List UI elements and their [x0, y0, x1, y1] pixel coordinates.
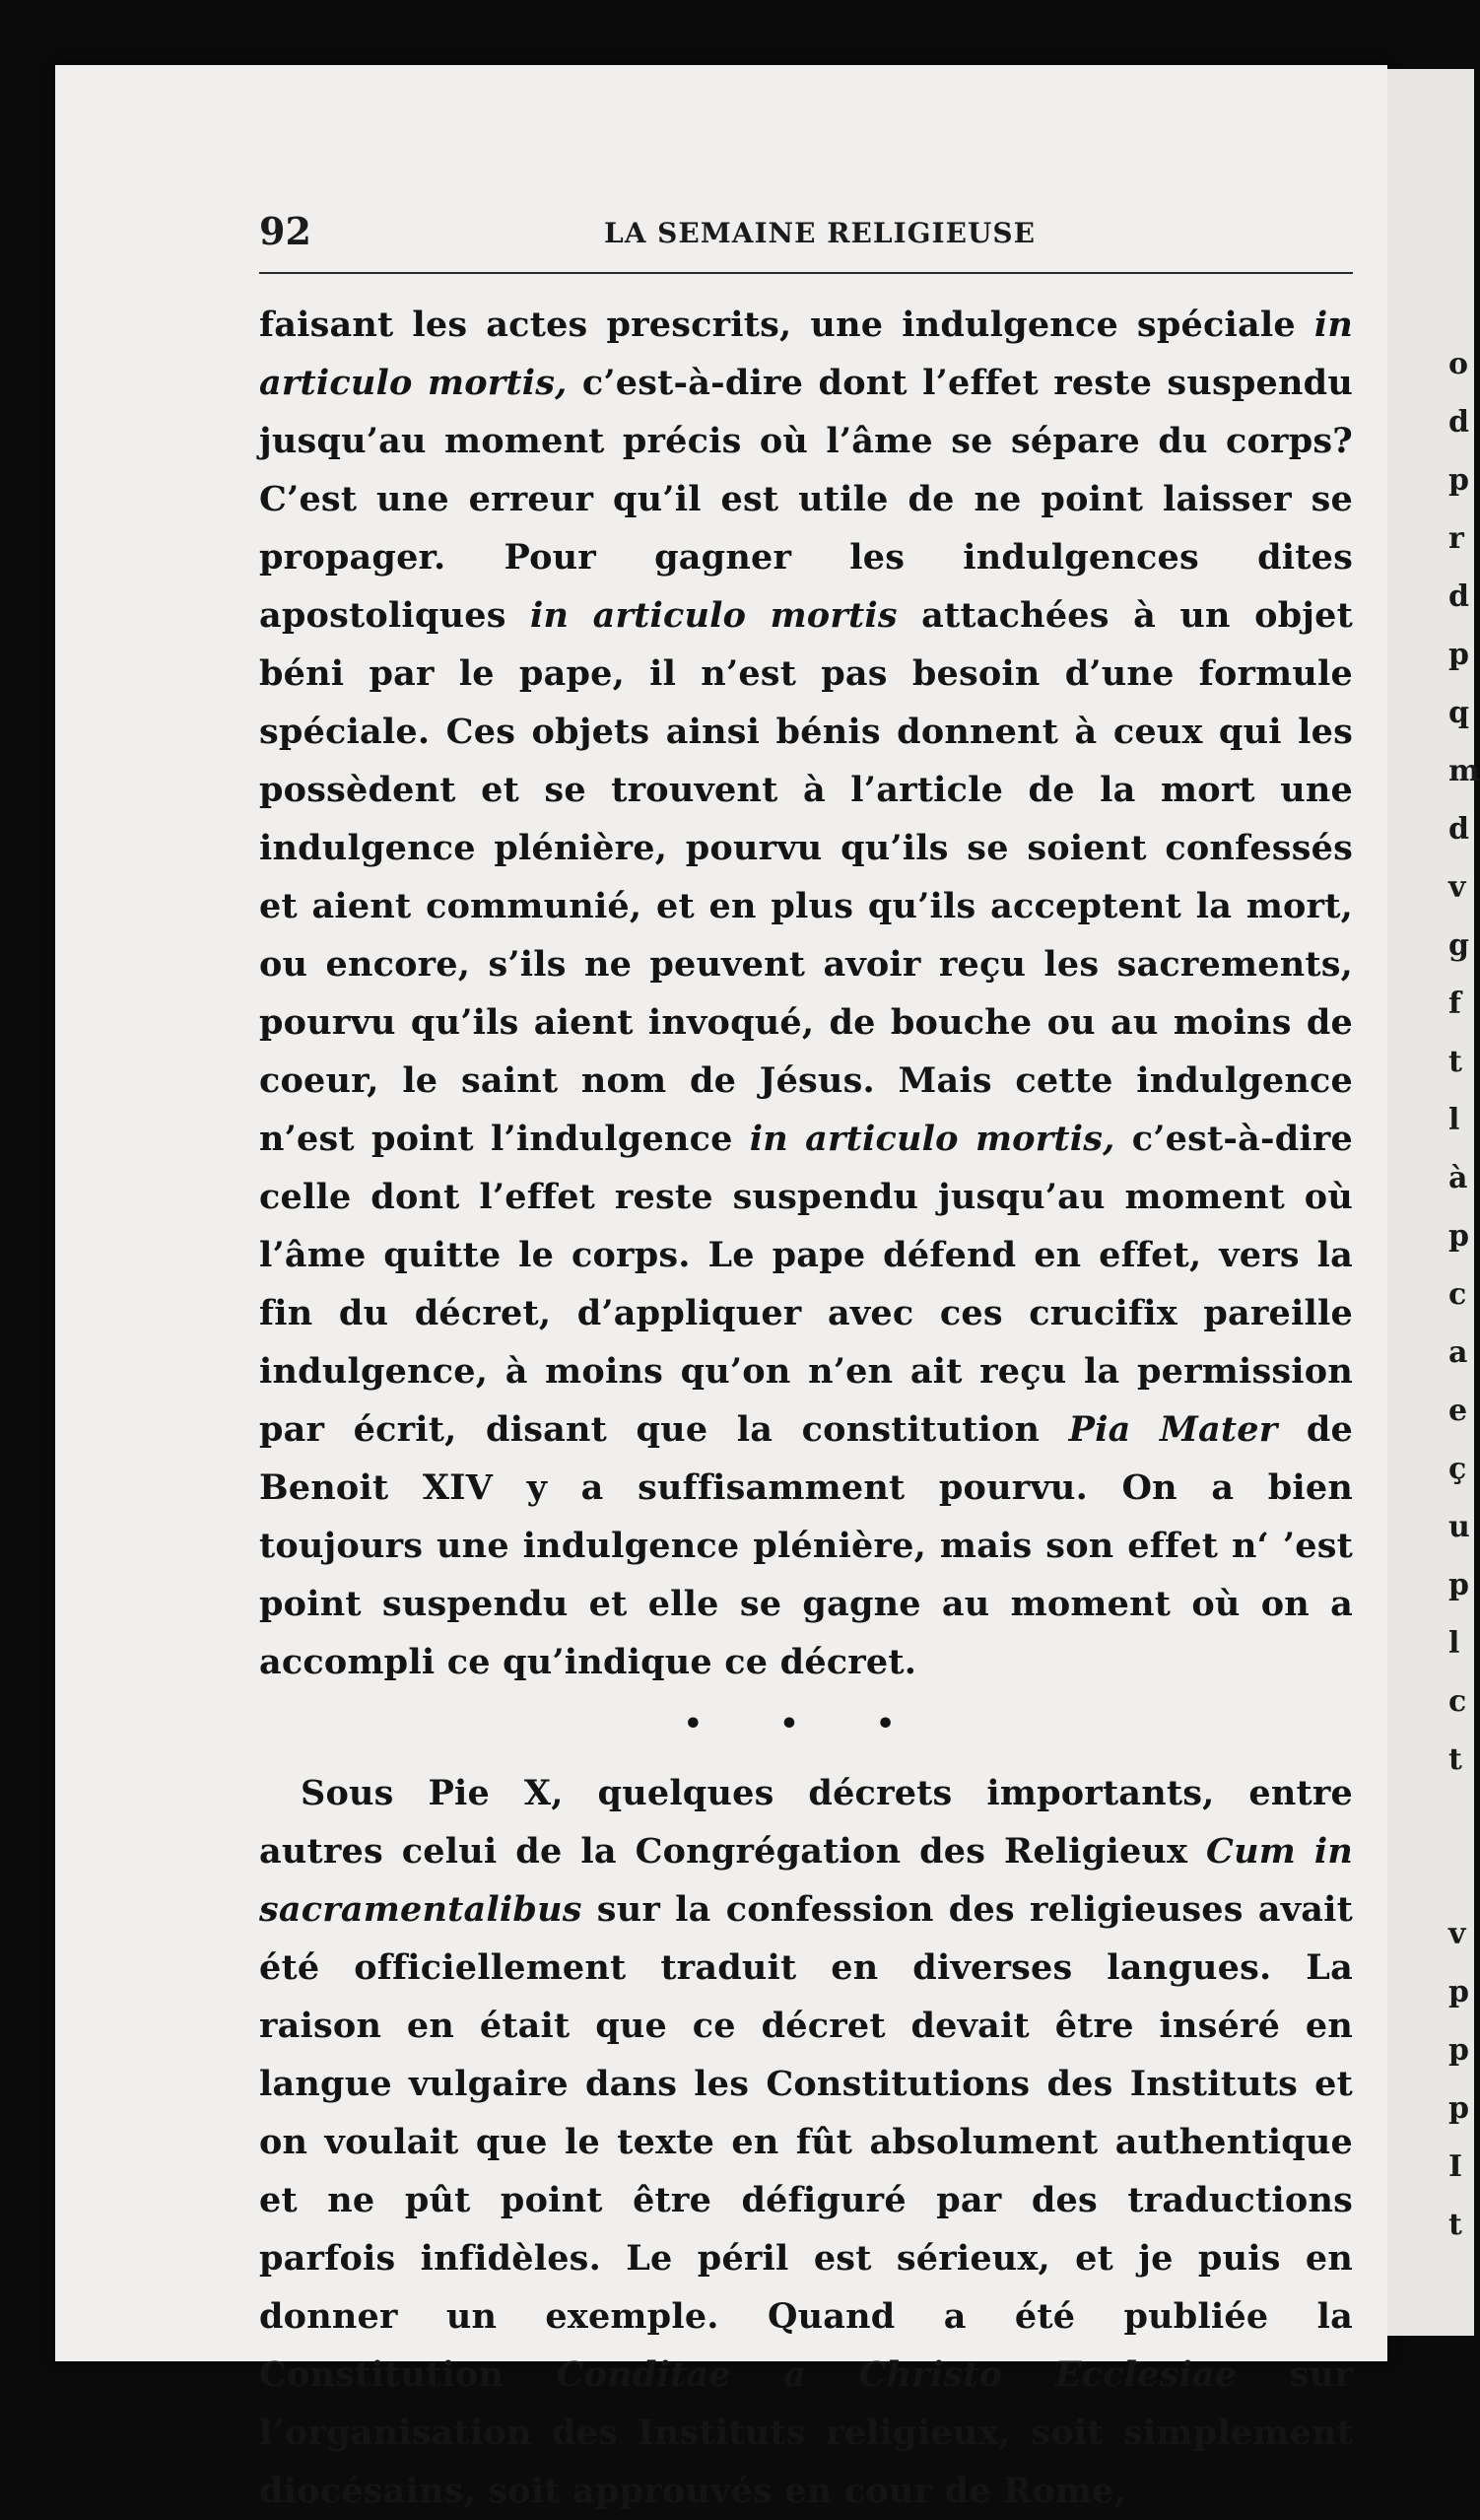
text-run: de Benoit XIV y a suffisamment pourvu. On a bien toujours une indulgence plénière, mais son effet n‘ ’est point suspendu et elle se gagne au moment où on a accompli ce qu’indique ce décret. — [259, 1409, 1353, 1682]
text-run: faisant les actes prescrits, une indulgence spéciale — [259, 305, 1314, 345]
text-run: attachées à un objet béni par le pape, il n’est pas besoin d’une formule spéciale. Ces objets ainsi bénis donnent à ceux qui les possèdent et se trouvent à l’article de la mort une indulgence plénière, pourvu qu’ils se soient confessés et aient communié, et en plus qu’ils acceptent la mort, ou encore, s’ils ne peuvent avoir reçu les sacrements, pourvu qu’ils aient invoqué, de bouche ou au moins de coeur, le saint nom de Jésus. Mais cette indulgence n’est point l’indulgence — [259, 595, 1353, 1159]
italic-run: in articulo mortis — [530, 595, 898, 636]
facing-page-text-fragments: o d p r d p q m d v g f t l à p c a e ç u p l c t v p p p I t — [1448, 347, 1480, 2242]
header-rule — [259, 272, 1353, 274]
running-title: LA SEMAINE RELIGIEUSE — [604, 217, 1036, 249]
italic-run: in articulo mortis, — [749, 1119, 1115, 1159]
body-text — [259, 296, 1353, 2520]
italic-run: Conditae a Christo Ecclesiae — [556, 2354, 1238, 2395]
text-run: sur l’organisation des Instituts religieux, soit simplement diocésains, soit approuvés en cour de Rome, — [259, 2354, 1354, 2511]
text-run: Sous Pie X, quelques décrets importants, entre autres celui de la Congrégation des Religieux — [259, 1773, 1353, 1872]
paragraph-2 — [259, 1764, 1353, 2520]
text-run: c’est-à-dire dont l’effet reste suspendu jusqu’au moment précis où l’âme se sépare du corps? C’est une erreur qu’il est utile de ne point laisser se propager. Pour gagner les indulgences dites apostoliques — [259, 363, 1353, 636]
italic-run: in articulo mortis, — [259, 305, 1353, 403]
section-separator: • • • — [683, 1707, 929, 1741]
italic-run: Pia Mater — [1068, 1409, 1278, 1450]
italic-run: Cum in sacramentalibus — [259, 1831, 1353, 1930]
page-number: 92 — [259, 209, 311, 253]
running-header — [259, 209, 1353, 264]
text-run: sur la confession des religieuses avait été officiellement traduit en diverses langues. La raison en était que ce décret devait être inséré en langue vulgaire dans les Constitutions des Instituts et on voulait que le texte en fût absolument authentique et ne pût point être défiguré par des traductions parfois infidèles. Le péril est sérieux, et je puis en donner un exemple. Quand a été publiée la Constitution — [259, 1889, 1353, 2395]
paragraph-1 — [259, 296, 1353, 1691]
text-run: c’est-à-dire celle dont l’effet reste suspendu jusqu’au moment où l’âme quitte le corps. Le pape défend en effet, vers la fin du décret, d’appliquer avec ces crucifix pareille indulgence, à moins qu’on n’en ait reçu la permission par écrit, disant que la constitution — [259, 1119, 1353, 1450]
